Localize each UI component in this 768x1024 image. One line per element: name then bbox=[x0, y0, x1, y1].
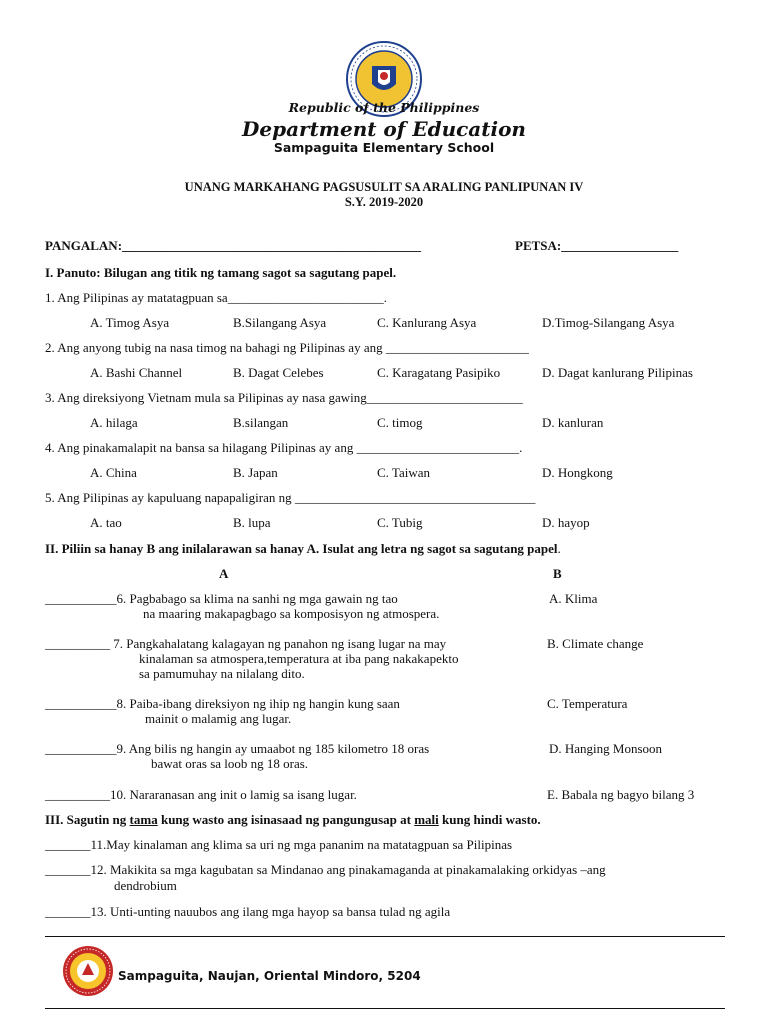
match-answer-a: A. Klima bbox=[549, 591, 598, 606]
match-item-9-line1: ___________9. Ang bilis ng hangin ay umaabot ng 185 kilometro 18 oras bbox=[45, 741, 430, 756]
choice-3b: B.silangan bbox=[233, 415, 289, 430]
tf-item-12-line1: _______12. Makikita sa mga kagubatan sa Mindanao ang pinakamaganda at pinakamalaking orkidyas –ang bbox=[45, 862, 606, 877]
school-logo bbox=[62, 945, 114, 997]
question-2: 2. Ang anyong tubig na nasa timog na bahagi ng Pilipinas ay ang ______________________ bbox=[45, 340, 529, 355]
match-item-10-line1: __________10. Nararanasan ang init o lamig sa isang lugar. bbox=[45, 787, 357, 802]
match-item-7-line3: sa pamumuhay na nilalang dito. bbox=[139, 666, 305, 681]
word-mali: mali bbox=[414, 812, 439, 827]
tf-item-11: _______11.May kinalaman ang klima sa uri ng mga pananim na matatagpuan sa Pilipinas bbox=[45, 837, 513, 852]
choice-4d: D. Hongkong bbox=[542, 465, 613, 480]
part1-instruction: I. Panuto: Bilugan ang titik ng tamang sagot sa sagutang papel. bbox=[45, 265, 397, 280]
exam-title: UNANG MARKAHANG PAGSUSULIT SA ARALING PANLIPUNAN IV bbox=[184, 180, 584, 194]
part2-instruction bbox=[45, 541, 561, 557]
school-year: S.Y. 2019-2020 bbox=[344, 195, 424, 209]
match-item-9-line2: bawat oras sa loob ng 18 oras. bbox=[151, 756, 309, 771]
question-4: 4. Ang pinakamalapit na bansa sa hilagang Pilipinas ay ang _________________________. bbox=[45, 440, 523, 455]
part3-instruction-b: kung wasto ang isinasaad ng pangungusap at bbox=[157, 812, 415, 827]
match-answer-d: D. Hanging Monsoon bbox=[549, 741, 663, 756]
match-item-7-line2: kinalaman sa atmospera,temperatura at iba pang nakakapekto bbox=[139, 651, 459, 666]
date-field bbox=[515, 238, 678, 254]
school-address: Sampaguita, Naujan, Oriental Mindoro, 5204 bbox=[118, 969, 421, 983]
choice-3a: A. hilaga bbox=[90, 415, 138, 430]
question-3: 3. Ang direksiyong Vietnam mula sa Pilipinas ay nasa gawing________________________ bbox=[45, 390, 523, 405]
choice-5d: D. hayop bbox=[542, 515, 590, 530]
choice-1d: D.Timog-Silangang Asya bbox=[542, 315, 675, 330]
school-name: Sampaguita Elementary School bbox=[273, 140, 495, 155]
date-blank: __________________ bbox=[561, 238, 679, 253]
tf-item-12-line2: dendrobium bbox=[114, 878, 177, 893]
match-answer-b: B. Climate change bbox=[547, 636, 644, 651]
choice-1b: B.Silangang Asya bbox=[233, 315, 327, 330]
choice-1a: A. Timog Asya bbox=[90, 315, 170, 330]
choice-5a: A. tao bbox=[90, 515, 122, 530]
choice-5b: B. lupa bbox=[233, 515, 271, 530]
column-b-heading: B bbox=[553, 566, 562, 581]
tf-item-13: _______13. Unti-unting nauubos ang ilang mga hayop sa bansa tulad ng agila bbox=[45, 904, 451, 919]
choice-4c: C. Taiwan bbox=[377, 465, 431, 480]
choice-2c: C. Karagatang Pasipiko bbox=[377, 365, 501, 380]
word-tama: tama bbox=[129, 812, 158, 827]
part3-instruction-c: kung hindi wasto. bbox=[438, 812, 541, 827]
date-label: PETSA: bbox=[515, 238, 562, 253]
footer-bottom-divider bbox=[45, 1008, 725, 1009]
match-item-8-line2: mainit o malamig ang lugar. bbox=[145, 711, 292, 726]
choice-4b: B. Japan bbox=[233, 465, 278, 480]
choice-5c: C. Tubig bbox=[377, 515, 423, 530]
republic-heading: Republic of the Philippines bbox=[288, 100, 480, 115]
footer-divider bbox=[45, 936, 725, 937]
name-field bbox=[45, 238, 421, 254]
part3-instruction bbox=[45, 812, 541, 828]
choice-4a: A. China bbox=[90, 465, 137, 480]
choice-2b: B. Dagat Celebes bbox=[233, 365, 324, 380]
name-blank: ______________________________________________ bbox=[122, 238, 422, 253]
choice-3d: D. kanluran bbox=[542, 415, 604, 430]
part2-instruction-text: II. Piliin sa hanay B ang inilalarawan sa hanay A. Isulat ang letra ng sagot sa sagutang papel bbox=[45, 541, 558, 556]
match-item-7-line1: __________ 7. Pangkahalatang kalagayan ng panahon ng isang lugar na may bbox=[45, 636, 447, 651]
match-answer-c: C. Temperatura bbox=[547, 696, 628, 711]
part3-instruction-a: III. Sagutin ng bbox=[45, 812, 130, 827]
match-answer-e: E. Babala ng bagyo bilang 3 bbox=[547, 787, 695, 802]
choice-2d: D. Dagat kanlurang Pilipinas bbox=[542, 365, 693, 380]
column-a-heading: A bbox=[219, 566, 229, 581]
match-item-8-line1: ___________8. Paiba-ibang direksiyon ng ihip ng hangin kung saan bbox=[45, 696, 400, 711]
choice-2a: A. Bashi Channel bbox=[90, 365, 183, 380]
match-item-6-line2: na maaring makapagbago sa komposisyon ng atmospera. bbox=[143, 606, 440, 621]
question-5: 5. Ang Pilipinas ay kapuluang napapaligiran ng _____________________________________ bbox=[45, 490, 536, 505]
question-1: 1. Ang Pilipinas ay matatagpuan sa________________________. bbox=[45, 290, 387, 305]
choice-1c: C. Kanlurang Asya bbox=[377, 315, 477, 330]
match-item-6-line1: ___________6. Pagbabago sa klima na sanhi ng mga gawain ng tao bbox=[45, 591, 398, 606]
name-label: PANGALAN: bbox=[45, 238, 123, 253]
choice-3c: C. timog bbox=[377, 415, 423, 430]
part2-instruction-end: . bbox=[557, 541, 561, 556]
department-heading: Department of Education bbox=[242, 117, 526, 141]
